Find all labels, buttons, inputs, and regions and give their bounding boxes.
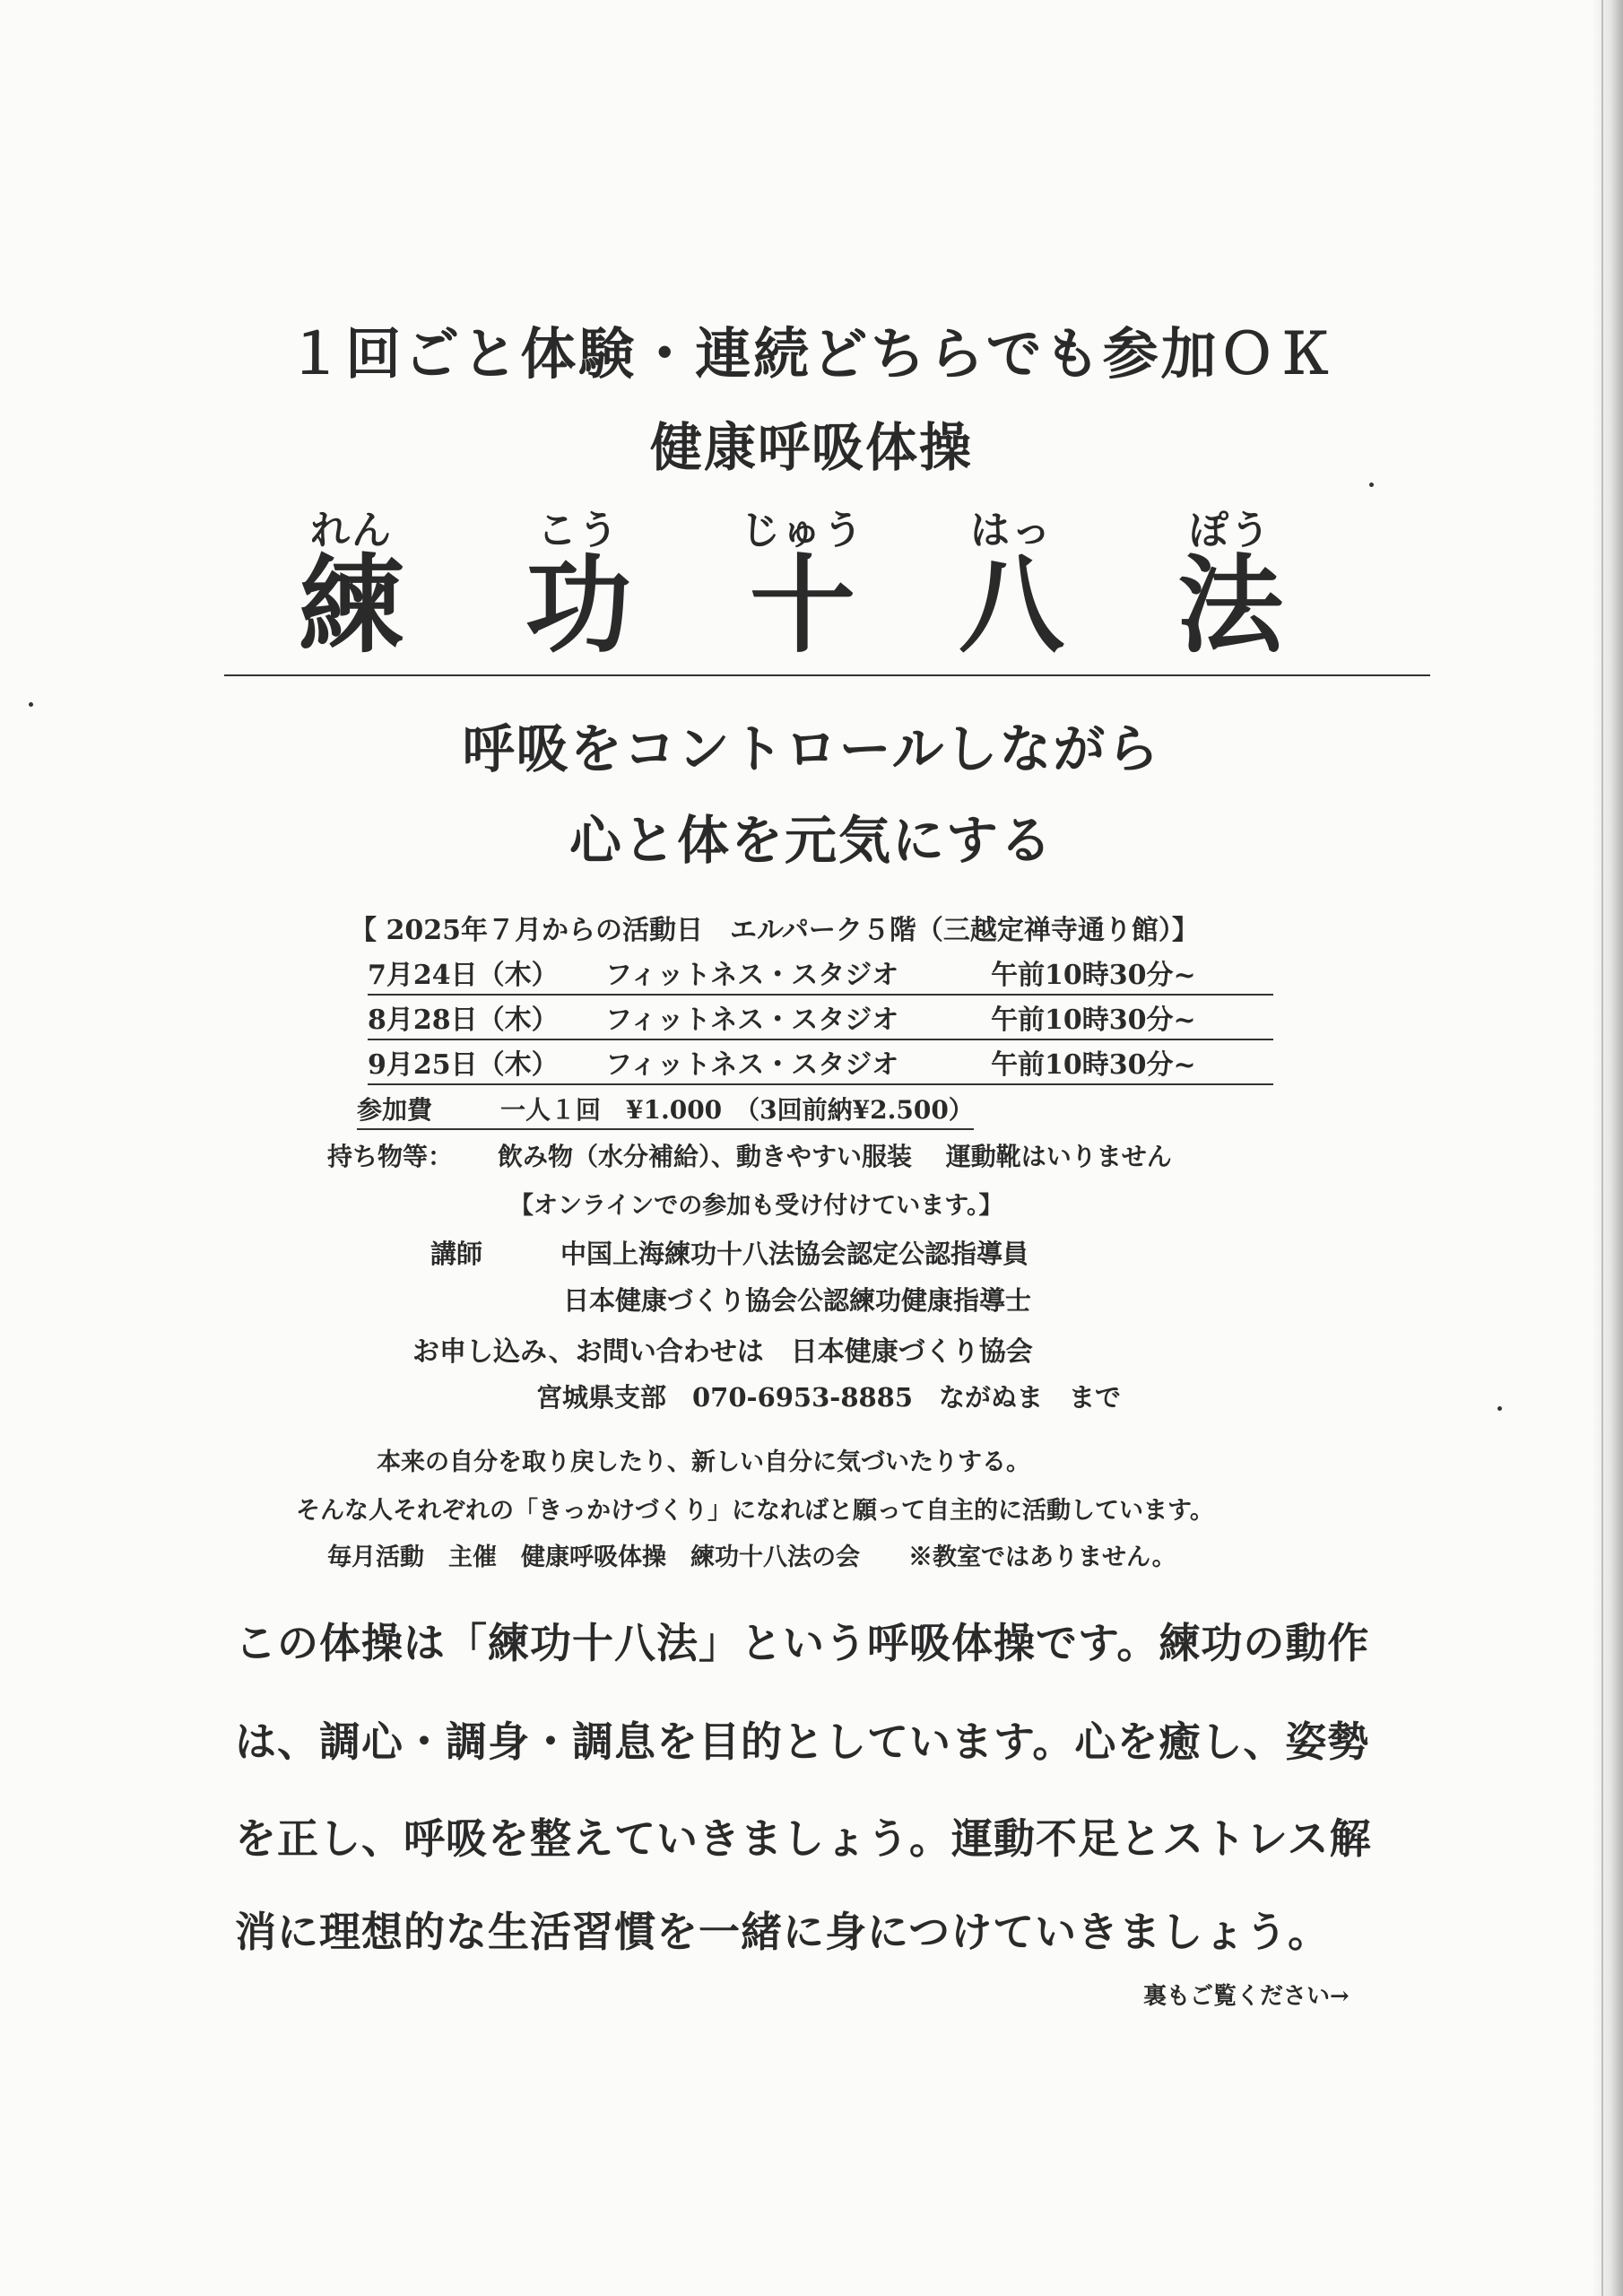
schedule-date: 9月25日（木） bbox=[368, 1049, 559, 1081]
activity-header: 【 2025年７月からの活動日 エルパーク５階（三越定禅寺通り館）】 bbox=[350, 915, 1199, 946]
title-ruby: れん bbox=[310, 508, 393, 553]
schedule-row bbox=[368, 997, 1273, 1040]
mission-line-1: 本来の自分を取り戻したり、新しい自分に気づいたりする。 bbox=[377, 1448, 1030, 1476]
title-ruby: じゅう bbox=[741, 508, 864, 553]
main-title bbox=[0, 544, 1623, 673]
title-ruby: ぽう bbox=[1189, 508, 1271, 553]
online-note: 【オンラインでの参加も受け付けています。】 bbox=[509, 1192, 1003, 1220]
description-line: は、調心・調身・調息を目的としています。心を癒し、姿勢 bbox=[235, 1718, 1370, 1766]
contact-line-1: お申し込み、お問い合わせは 日本健康づくり協会 bbox=[412, 1336, 1033, 1368]
schedule-time: 午前10時30分~ bbox=[991, 1004, 1196, 1036]
title-char: 法 bbox=[1176, 544, 1283, 667]
schedule-place: フィットネス・スタジオ bbox=[605, 1049, 899, 1081]
mission-line-3: 毎月活動 主催 健康呼吸体操 練功十八法の会 ※教室ではありません。 bbox=[327, 1544, 1176, 1571]
instructor-label: 講師 bbox=[430, 1239, 483, 1269]
description-line: 消に理想的な生活習慣を一緒に身につけていきましょう。 bbox=[235, 1908, 1331, 1956]
items-row bbox=[327, 1137, 1172, 1173]
title-ruby: こう bbox=[537, 508, 620, 553]
schedule-time: 午前10時30分~ bbox=[991, 960, 1196, 991]
schedule-row bbox=[368, 1042, 1273, 1085]
title-char: 練 bbox=[298, 544, 404, 667]
mission-line-2: そんな人それぞれの「きっかけづくり」になればと願って自主的に活動しています。 bbox=[296, 1497, 1214, 1525]
headline-participation: １回ごと体験・連続どちらでも参加ＯＫ bbox=[287, 321, 1336, 387]
title-divider bbox=[224, 674, 1430, 676]
schedule-time: 午前10時30分~ bbox=[991, 1049, 1196, 1081]
fee-label: 参加費 bbox=[357, 1095, 433, 1125]
schedule-place: フィットネス・スタジオ bbox=[605, 1004, 899, 1036]
instructor-title-1: 中国上海練功十八法協会認定公認指導員 bbox=[560, 1239, 1029, 1269]
scan-speck bbox=[1497, 1406, 1502, 1411]
schedule-date: 8月28日（木） bbox=[368, 1004, 559, 1036]
fee-row bbox=[357, 1091, 974, 1130]
title-char: 功 bbox=[525, 544, 631, 667]
items-label: 持ち物等： bbox=[327, 1142, 454, 1171]
contact-line-2: 宮城県支部 070-6953-8885 ながぬま まで bbox=[536, 1382, 1122, 1413]
items-value: 飲み物（水分補給）、動きやすい服装 運動靴はいりません bbox=[498, 1142, 1172, 1171]
schedule-date: 7月24日（木） bbox=[368, 960, 559, 991]
schedule-row bbox=[368, 952, 1273, 996]
subtitle-line-2: 心と体を元気にする bbox=[568, 810, 1054, 871]
scan-speck bbox=[1369, 483, 1374, 487]
subtitle-line-1: 呼吸をコントロールしながら bbox=[462, 718, 1161, 779]
title-char: 十 bbox=[749, 544, 855, 667]
title-ruby: はっ bbox=[970, 508, 1053, 553]
title-char: 八 bbox=[958, 544, 1064, 667]
instructor-title-2: 日本健康づくり協会公認練功健康指導士 bbox=[563, 1285, 1032, 1316]
description-line: を正し、呼吸を整えていきましょう。運動不足とストレス解 bbox=[235, 1814, 1372, 1863]
see-back-note: 裏もご覧ください→ bbox=[1143, 1983, 1350, 2010]
description-line: この体操は「練功十八法」という呼吸体操です。練功の動作 bbox=[235, 1619, 1370, 1667]
fee-value: 一人１回 ¥1.000 （3回前納¥2.500） bbox=[500, 1095, 974, 1125]
headline-category: 健康呼吸体操 bbox=[649, 417, 973, 478]
schedule-place: フィットネス・スタジオ bbox=[605, 960, 899, 991]
